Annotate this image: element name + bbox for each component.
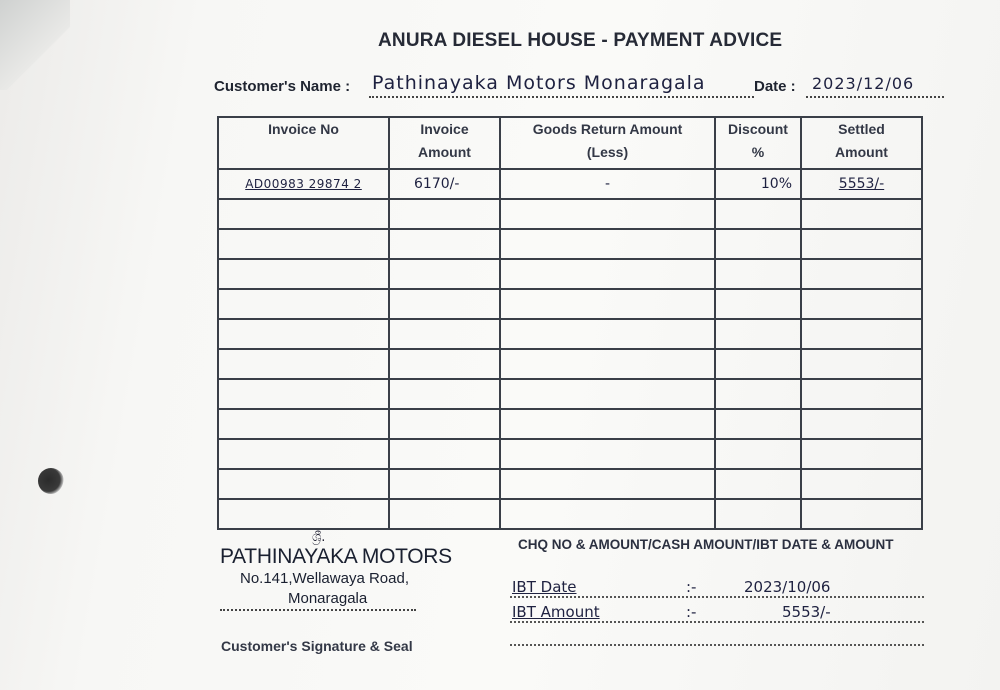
table-cell-empty: [218, 199, 389, 229]
page-title: ANURA DIESEL HOUSE - PAYMENT ADVICE: [378, 30, 783, 51]
table-row-empty: [218, 259, 922, 289]
table-cell-empty: [218, 409, 389, 439]
cell-settled-amount: 5553/-: [801, 169, 922, 199]
invoice-table: [217, 116, 923, 530]
table-cell-empty: [715, 229, 801, 259]
table-cell-empty: [500, 499, 715, 529]
table-cell-empty: [218, 439, 389, 469]
table-cell-empty: [389, 499, 500, 529]
date-value: 2023/12/06: [812, 74, 915, 93]
table-cell-empty: [500, 379, 715, 409]
seal-address-line1: No.141,Wellawaya Road,: [240, 570, 409, 587]
table-row-empty: [218, 229, 922, 259]
table-cell-empty: [389, 319, 500, 349]
table-cell-empty: [500, 229, 715, 259]
table-cell-empty: [801, 229, 922, 259]
table-row-empty: [218, 439, 922, 469]
table-cell-empty: [715, 349, 801, 379]
col-discount: Discount %: [715, 117, 801, 169]
folded-corner: [0, 0, 70, 90]
table-cell-empty: [500, 199, 715, 229]
table-cell-empty: [218, 259, 389, 289]
table-cell-empty: [218, 469, 389, 499]
table-cell-empty: [715, 439, 801, 469]
table-row-empty: [218, 469, 922, 499]
ibt-date-sep: :-: [686, 578, 697, 596]
seal-mark: ශ්‍රී.: [312, 530, 326, 545]
table-cell-empty: [218, 289, 389, 319]
table-cell-empty: [801, 469, 922, 499]
cell-discount: 10%: [715, 169, 801, 199]
table-cell-empty: [715, 199, 801, 229]
table-row-empty: [218, 289, 922, 319]
table-cell-empty: [389, 349, 500, 379]
table-cell-empty: [801, 259, 922, 289]
table-cell-empty: [389, 379, 500, 409]
table-cell-empty: [500, 409, 715, 439]
ibt-date-line: [510, 572, 924, 598]
table-cell-empty: [715, 379, 801, 409]
col-invoice-no: Invoice No: [218, 117, 389, 169]
table-cell-empty: [801, 439, 922, 469]
date-line: [806, 96, 944, 98]
table-cell-empty: [389, 439, 500, 469]
table-cell-empty: [801, 199, 922, 229]
customer-seal: [220, 530, 460, 611]
table-row-empty: [218, 199, 922, 229]
table-row-empty: [218, 319, 922, 349]
col-invoice-amount: Invoice Amount: [389, 117, 500, 169]
table-cell-empty: [500, 469, 715, 499]
table-cell-empty: [218, 499, 389, 529]
payment-line-blank: [510, 620, 924, 646]
signature-label: Customer's Signature & Seal: [221, 638, 413, 654]
ibt-amount-label: IBT Amount: [512, 603, 600, 621]
table-cell-empty: [715, 409, 801, 439]
table-cell-empty: [218, 349, 389, 379]
table-cell-empty: [389, 229, 500, 259]
customer-name-label: Customer's Name :: [214, 78, 351, 95]
ibt-date-value: 2023/10/06: [744, 578, 831, 596]
table-cell-empty: [715, 289, 801, 319]
table-header-row: [218, 117, 922, 169]
table-cell-empty: [715, 259, 801, 289]
table-cell-empty: [218, 319, 389, 349]
table-cell-empty: [500, 349, 715, 379]
table-row-empty: [218, 379, 922, 409]
seal-company-name: PATHINAYAKA MOTORS: [220, 545, 452, 568]
customer-name-value: Pathinayaka Motors Monaragala: [372, 72, 706, 94]
table-cell-empty: [500, 259, 715, 289]
table-cell-empty: [218, 229, 389, 259]
col-goods-return: Goods Return Amount (Less): [500, 117, 715, 169]
table-cell-empty: [801, 499, 922, 529]
cell-goods-return: -: [500, 169, 715, 199]
table-cell-empty: [715, 319, 801, 349]
table-row: [218, 169, 922, 199]
table-cell-empty: [389, 469, 500, 499]
date-label: Date :: [754, 78, 796, 95]
table-cell-empty: [500, 289, 715, 319]
table-cell-empty: [801, 349, 922, 379]
table-cell-empty: [801, 319, 922, 349]
table-cell-empty: [389, 289, 500, 319]
cell-invoice-no: AD00983 29874 2: [218, 169, 389, 199]
seal-address-line2: Monaragala: [220, 589, 416, 611]
table-row-empty: [218, 409, 922, 439]
table-cell-empty: [715, 499, 801, 529]
ibt-amount-sep: :-: [686, 603, 697, 621]
punch-hole: [38, 468, 64, 494]
table-cell-empty: [500, 439, 715, 469]
table-cell-empty: [801, 289, 922, 319]
table-cell-empty: [801, 379, 922, 409]
table-row-empty: [218, 349, 922, 379]
customer-name-line: [369, 96, 754, 98]
col-settled-amount: Settled Amount: [801, 117, 922, 169]
table-cell-empty: [715, 469, 801, 499]
ibt-amount-value: 5553/-: [782, 603, 831, 621]
table-cell-empty: [500, 319, 715, 349]
ibt-date-label: IBT Date: [512, 578, 577, 596]
table-row-empty: [218, 499, 922, 529]
cell-invoice-amount: 6170/-: [389, 169, 500, 199]
table-cell-empty: [218, 379, 389, 409]
table-cell-empty: [389, 409, 500, 439]
customer-row: [214, 72, 944, 100]
payment-heading: CHQ NO & AMOUNT/CASH AMOUNT/IBT DATE & AMOUNT: [518, 537, 894, 552]
table-cell-empty: [389, 259, 500, 289]
table-cell-empty: [389, 199, 500, 229]
table-cell-empty: [801, 409, 922, 439]
